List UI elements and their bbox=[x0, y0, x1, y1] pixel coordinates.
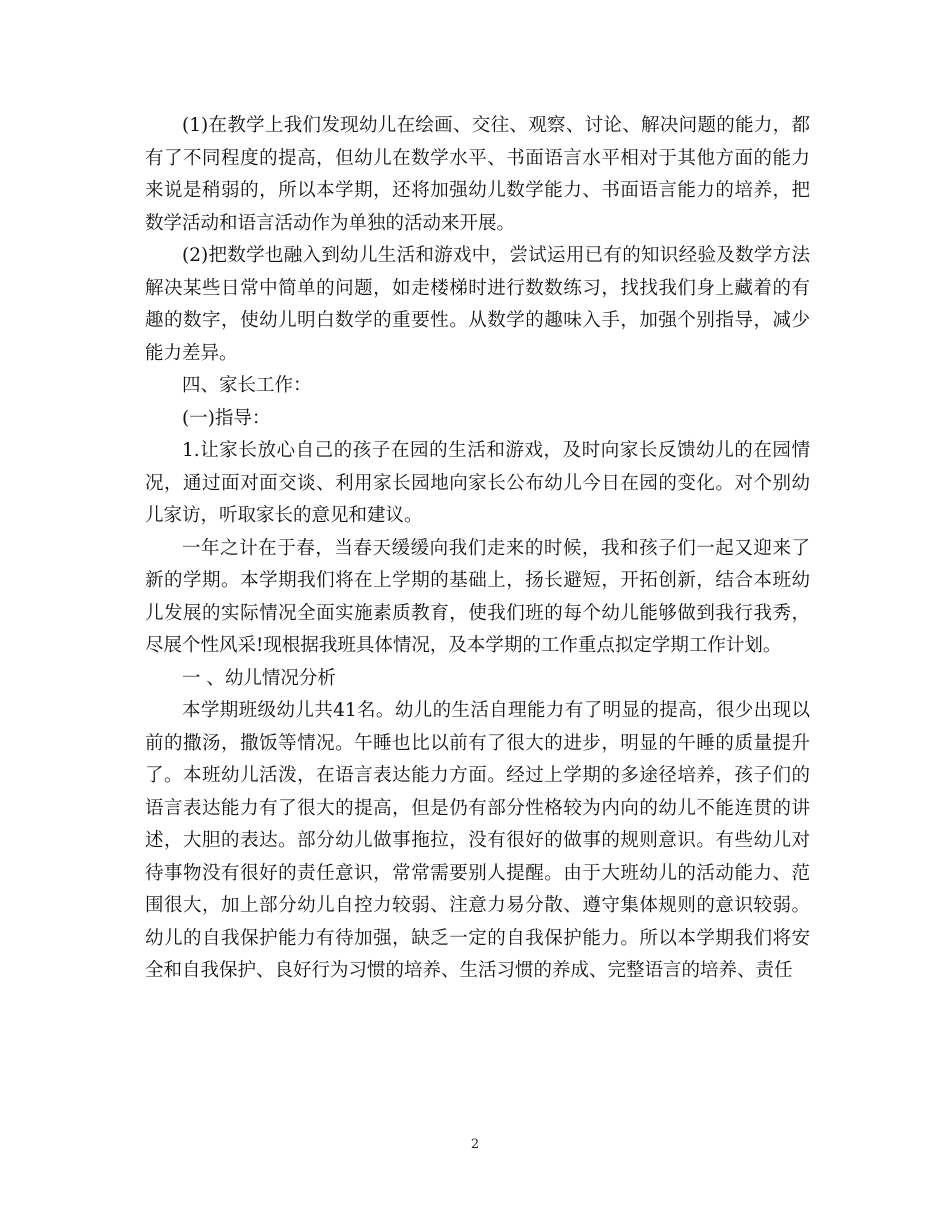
paragraph-parent-feedback: 1.让家长放心自己的孩子在园的生活和游戏，及时向家长反馈幼儿的在园情况，通过面对面交谈、利用家长园地向家长公布幼儿今日在园的变化。对个别幼儿家访，听取家长的意见和建议。 bbox=[145, 440, 810, 526]
section-heading-parent-work: 四、家长工作： bbox=[182, 375, 312, 396]
subsection-heading-guidance: (一)指导： bbox=[182, 407, 271, 429]
section-heading-child-analysis: 一 、幼儿情况分析 bbox=[182, 667, 336, 689]
paragraph-math-in-life: (2)把数学也融入到幼儿生活和游戏中，尝试运用已有的知识经验及数学方法解决某些日常中简单的问题，如走楼梯时进行数数练习，找找我们身上藏着的有趣的数字，使幼儿明白数学的重要性。从数学的趣味入手，加强个别指导，减少能力差异。 bbox=[145, 245, 810, 364]
paragraph-math-teaching: (1)在教学上我们发现幼儿在绘画、交往、观察、讨论、解决问题的能力，都有了不同程度的提高，但幼儿在数学水平、书面语言水平相对于其他方面的能力来说是稍弱的，所以本学期，还将加强幼儿数学能力、书面语言能力的培养，把数学活动和语言活动作为单独的活动来开展。 bbox=[145, 115, 810, 234]
document-body bbox=[145, 110, 810, 988]
page-number: 2 bbox=[470, 1137, 480, 1152]
paragraph-class-situation: 本学期班级幼儿共41名。幼儿的生活自理能力有了明显的提高，很少出现以前的撒汤，撒饭等情况。午睡也比以前有了很大的进步，明显的午睡的质量提升了。本班幼儿活泼，在语言表达能力方面。经过上学期的多途径培养，孩子们的语言表达能力有了很大的提高，但是仍有部分性格较为内向的幼儿不能连贯的讲述，大胆的表达。部分幼儿做事拖拉，没有很好的做事的规则意识。有些幼儿对待事物没有很好的责任意识，常常需要别人提醒。由于大班幼儿的活动能力、范围很大，加上部分幼儿自控力较弱、注意力易分散、遵守集体规则的意识较弱。幼儿的自我保护能力有待加强，缺乏一定的自我保护能力。所以本学期我们将安全和自我保护、良好行为习惯的培养、生活习惯的养成、完整语言的培养、责任 bbox=[145, 700, 810, 981]
paragraph-new-semester: 一年之计在于春，当春天缓缓向我们走来的时候，我和孩子们一起又迎来了新的学期。本学期我们将在上学期的基础上，扬长避短，开拓创新，结合本班幼儿发展的实际情况全面实施素质教育，使我们班的每个幼儿能够做到我行我秀，尽展个性风采!现根据我班具体情况，及本学期的工作重点拟定学期工作计划。 bbox=[145, 537, 810, 656]
